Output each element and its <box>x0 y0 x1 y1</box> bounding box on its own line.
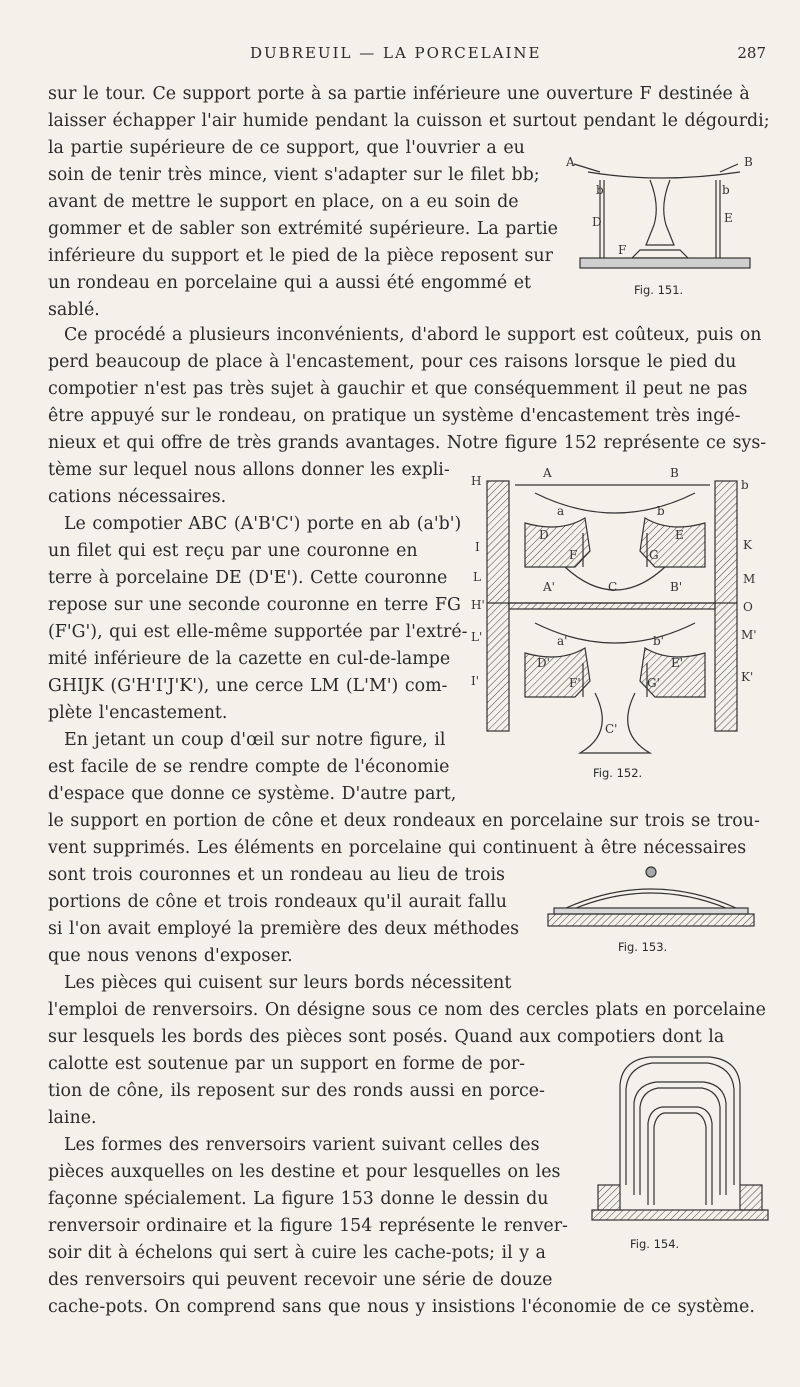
fig152-label-f-prime: F' <box>569 676 581 690</box>
text-line: un filet qui est reçu par une couronne en <box>48 541 418 561</box>
fig152-label-h-prime: H' <box>471 598 485 612</box>
fig152-label-b: B <box>670 466 679 480</box>
fig152-label-d: D <box>539 528 549 542</box>
text-line: des renversoirs qui peuvent recevoir une série de douze <box>48 1270 553 1290</box>
fig152-label-b-small: b <box>657 504 665 518</box>
fig152-label-k-prime: K' <box>741 670 754 684</box>
fig152-label-i: I <box>475 540 480 554</box>
fig152-label-i-prime: I' <box>471 674 480 688</box>
page-number: 287 <box>737 44 766 62</box>
text-line: tion de cône, ils reposent sur des ronds aussi en porce- <box>48 1081 545 1101</box>
text-line: soir dit à échelons qui sert à cuire les cache-pots; il y a <box>48 1243 546 1263</box>
fig151-label-e: E <box>724 211 733 225</box>
text-line: tème sur lequel nous allons donner les expli- <box>48 460 450 480</box>
text-line: cache-pots. On comprend sans que nous y insistions l'économie de ce système. <box>48 1297 755 1317</box>
fig152-label-l: L <box>473 570 481 584</box>
text-line: avant de mettre le support en place, on a eu soin de <box>48 192 519 212</box>
fig152-label-f: F <box>569 548 578 562</box>
fig152-label-a-small-prime: a' <box>557 634 568 648</box>
text-line: gommer et de sabler son extrémité supérieure. La partie <box>48 219 558 239</box>
fig152-label-k: K <box>743 538 752 552</box>
text-line: pièces auxquelles on les destine et pour lesquelles on les <box>48 1162 561 1182</box>
fig152-label-c-prime: C' <box>605 722 618 736</box>
text-line: compotier n'est pas très sujet à gauchir et que conséquemment il peut ne pas <box>48 379 748 399</box>
figure-154-drawing <box>590 1045 770 1235</box>
text-line: sur lesquels les bords des pièces sont posés. Quand aux compotiers dont la <box>48 1027 725 1047</box>
text-line: calotte est soutenue par un support en forme de por- <box>48 1054 526 1074</box>
text-line: si l'on avait employé la première des deux méthodes <box>48 919 520 939</box>
figure-151-drawing <box>560 150 760 275</box>
text-line: sur le tour. Ce support porte à sa partie inférieure une ouverture F destinée à <box>48 84 750 104</box>
text-line: laine. <box>48 1108 97 1128</box>
text-line: cations nécessaires. <box>48 487 227 507</box>
fig151-label-b: B <box>744 155 753 169</box>
fig152-label-b-top: b <box>741 478 749 492</box>
fig151-label-b-right: b <box>722 183 730 197</box>
text-line: laisser échapper l'air humide pendant la cuisson et surtout pendant le dégourdi; <box>48 111 770 131</box>
text-line: En jetant un coup d'œil sur notre figure, il <box>64 730 446 750</box>
fig152-label-m: M <box>743 572 756 586</box>
fig152-label-d-prime: D' <box>537 656 550 670</box>
fig152-label-a: A <box>543 466 552 480</box>
figure-152-caption: Fig. 152. <box>593 766 643 780</box>
figure-151-caption: Fig. 151. <box>634 283 684 297</box>
fig152-label-m-prime: M' <box>741 628 757 642</box>
text-line: est facile de se rendre compte de l'économie <box>48 757 450 777</box>
text-line: Le compotier ABC (A'B'C') porte en ab (a'b') <box>64 514 462 534</box>
text-line: le support en portion de cône et deux rondeaux en porcelaine sur trois se trou- <box>48 811 760 831</box>
fig152-label-l-prime: L' <box>471 630 483 644</box>
text-line: plète l'encastement. <box>48 703 228 723</box>
fig152-label-b-small-prime: b' <box>653 634 664 648</box>
fig152-label-h: H <box>471 474 482 488</box>
text-line: repose sur une seconde couronne en terre FG <box>48 595 461 615</box>
fig152-label-a-prime: A' <box>543 580 555 594</box>
text-line: que nous venons d'exposer. <box>48 946 293 966</box>
fig152-label-e: E <box>675 528 684 542</box>
text-line: Les formes des renversoirs varient suivant celles des <box>64 1135 540 1155</box>
text-line: d'espace que donne ce système. D'autre part, <box>48 784 457 804</box>
figure-153-caption: Fig. 153. <box>618 940 668 954</box>
text-line: portions de cône et trois rondeaux qu'il aurait fallu <box>48 892 507 912</box>
text-line: mité inférieure de la cazette en cul-de-lampe <box>48 649 451 669</box>
fig152-label-o: O <box>743 600 753 614</box>
running-title: DUBREUIL — LA PORCELAINE <box>250 44 542 62</box>
fig151-label-a: A <box>566 155 575 169</box>
text-line: soin de tenir très mince, vient s'adapter sur le filet bb; <box>48 165 540 185</box>
fig151-label-d: D <box>592 215 602 229</box>
text-line: l'emploi de renversoirs. On désigne sous ce nom des cercles plats en porcelaine <box>48 1000 766 1020</box>
text-line: la partie supérieure de ce support, que l'ouvrier a eu <box>48 138 525 158</box>
text-line: sont trois couronnes et un rondeau au lieu de trois <box>48 865 505 885</box>
figure-152-drawing <box>465 463 765 763</box>
text-line: façonne spécialement. La figure 153 donne le dessin du <box>48 1189 549 1209</box>
text-line: Les pièces qui cuisent sur leurs bords nécessitent <box>64 973 512 993</box>
figure-153-drawing <box>546 860 756 935</box>
fig152-label-b-prime: B' <box>670 580 683 594</box>
text-line: terre à porcelaine DE (D'E'). Cette couronne <box>48 568 448 588</box>
text-line: Ce procédé a plusieurs inconvénients, d'abord le support est coûteux, puis on <box>64 325 762 345</box>
text-line: GHIJK (G'H'I'J'K'), une cerce LM (L'M') com- <box>48 676 448 696</box>
page-header <box>0 44 800 68</box>
figure-154-caption: Fig. 154. <box>630 1237 680 1251</box>
fig152-label-g-prime: G' <box>647 676 660 690</box>
text-line: sablé. <box>48 300 100 320</box>
fig152-label-g: G <box>649 548 659 562</box>
fig152-label-c: C <box>608 580 618 594</box>
text-line: renversoir ordinaire et la figure 154 représente le renver- <box>48 1216 568 1236</box>
fig152-label-a-small: a <box>557 504 565 518</box>
fig151-label-b-left: b <box>596 183 604 197</box>
text-line: perd beaucoup de place à l'encastement, pour ces raisons lorsque le pied du <box>48 352 737 372</box>
text-line: être appuyé sur le rondeau, on pratique un système d'encastement très ingé- <box>48 406 741 426</box>
fig152-label-e-prime: E' <box>671 656 684 670</box>
text-line: un rondeau en porcelaine qui a aussi été engommé et <box>48 273 532 293</box>
fig151-label-f: F <box>618 243 627 257</box>
text-line: vent supprimés. Les éléments en porcelaine qui continuent à être nécessaires <box>48 838 747 858</box>
text-line: (F'G'), qui est elle-même supportée par l'extré- <box>48 622 468 642</box>
text-line: inférieure du support et le pied de la pièce reposent sur <box>48 246 553 266</box>
text-line: nieux et qui offre de très grands avantages. Notre figure 152 représente ce sys- <box>48 433 767 453</box>
